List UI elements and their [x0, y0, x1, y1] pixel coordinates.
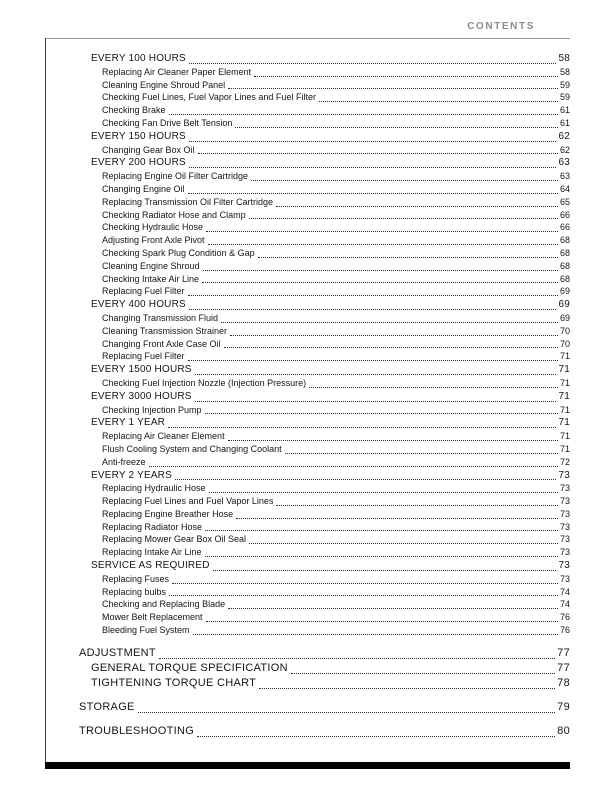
toc-entry-label: Anti-freeze [102, 456, 146, 467]
toc-row[interactable] [46, 52, 570, 66]
toc-entry-page: 69 [558, 299, 570, 311]
toc-entry-page: 80 [557, 724, 570, 737]
toc-row[interactable] [46, 350, 570, 363]
toc-leader-dots [224, 347, 558, 348]
toc-row[interactable] [46, 495, 570, 508]
toc-entry-label: Replacing Engine Breather Hose [102, 508, 234, 519]
toc-leader-dots [230, 335, 558, 336]
toc-entry-label: Replacing Hydraulic Hose [102, 483, 206, 494]
toc-leader-dots [254, 76, 558, 77]
toc-entry-page: 76 [559, 625, 570, 636]
toc-entry-page: 58 [558, 53, 570, 64]
toc-entry-page: 70 [559, 325, 570, 336]
page-header-title: CONTENTS [467, 21, 535, 32]
toc-row[interactable] [46, 676, 570, 691]
toc-entry-page: 59 [559, 92, 570, 103]
toc-entry-page: 68 [559, 235, 570, 246]
toc-leader-dots [209, 492, 558, 493]
toc-entry-label: Checking Brake [102, 105, 166, 116]
toc-entry-page: 73 [558, 469, 570, 481]
toc-entry-page: 68 [559, 273, 570, 284]
toc-row[interactable] [46, 611, 570, 624]
toc-row[interactable] [46, 700, 570, 715]
toc-row[interactable] [46, 443, 570, 456]
toc-entry-label: Replacing Mower Gear Box Oil Seal [102, 534, 247, 545]
toc-row[interactable] [46, 221, 570, 234]
toc-row[interactable] [46, 170, 570, 183]
toc-entry-page: 63 [558, 157, 570, 169]
toc-leader-dots [228, 440, 558, 441]
toc-entry-page: 73 [559, 521, 570, 532]
toc-leader-dots [203, 270, 558, 271]
toc-entry-page: 62 [558, 130, 570, 142]
toc-entry-label: Replacing Engine Oil Filter Cartridge [102, 171, 249, 182]
toc-row[interactable] [46, 338, 570, 351]
toc-row[interactable] [46, 624, 570, 637]
toc-entry-page: 73 [559, 496, 570, 507]
toc-row[interactable] [46, 79, 570, 92]
toc-leader-dots [205, 556, 558, 557]
toc-entry-label: Changing Gear Box Oil [102, 144, 195, 155]
toc-entry-label: Checking Injection Pump [102, 404, 202, 415]
toc-row[interactable] [46, 390, 570, 404]
toc-row[interactable] [46, 130, 570, 144]
toc-entry-label: SERVICE AS REQUIRED [91, 560, 210, 572]
toc-row[interactable] [46, 209, 570, 222]
toc-leader-dots [149, 466, 558, 467]
toc-leader-dots [251, 180, 558, 181]
toc-entry-page: 73 [559, 508, 570, 519]
toc-leader-dots [291, 673, 555, 674]
toc-row[interactable] [46, 482, 570, 495]
toc-leader-dots [208, 244, 558, 245]
toc-entry-label: Checking Hydraulic Hose [102, 222, 204, 233]
toc-leader-dots [249, 218, 558, 219]
toc-entry-page: 73 [559, 483, 570, 494]
toc-leader-dots [189, 309, 557, 310]
toc-row[interactable] [46, 247, 570, 260]
toc-leader-dots [213, 570, 557, 571]
toc-entry-page: 77 [557, 661, 570, 674]
toc-entry-label: Bleeding Fuel System [102, 625, 190, 636]
toc-leader-dots [235, 127, 558, 128]
toc-leader-dots [169, 595, 558, 596]
toc-row[interactable] [46, 104, 570, 117]
toc-leader-dots [189, 167, 557, 168]
toc-entry-page: 72 [559, 456, 570, 467]
toc-entry-label: EVERY 100 HOURS [91, 53, 186, 64]
toc-entry-page: 71 [558, 390, 570, 402]
toc-entry-label: Checking Spark Plug Condition & Gap [102, 247, 255, 258]
toc-row[interactable] [46, 559, 570, 573]
toc-entry-page: 79 [557, 700, 570, 713]
toc-leader-dots [228, 88, 558, 89]
toc-leader-dots [189, 141, 557, 142]
toc-entry-label: Flush Cooling System and Changing Coolant [102, 443, 282, 454]
toc-row[interactable] [46, 260, 570, 273]
toc-leader-dots [189, 63, 557, 64]
toc-leader-dots [175, 479, 556, 480]
toc-entry-label: EVERY 150 HOURS [91, 130, 186, 142]
toc-leader-dots [205, 530, 558, 531]
toc-entry-page: 70 [559, 338, 570, 349]
toc-entry-label: Replacing Air Cleaner Paper Element [102, 66, 252, 77]
toc-leader-dots [259, 688, 555, 689]
toc-entry-label: Checking Fuel Lines, Fuel Vapor Lines and Fuel Filter [102, 92, 316, 103]
table-of-contents [46, 52, 570, 739]
toc-row[interactable] [46, 325, 570, 338]
toc-leader-dots [202, 282, 558, 283]
toc-entry-page: 59 [559, 79, 570, 90]
toc-leader-dots [236, 518, 558, 519]
toc-entry-page: 71 [558, 364, 570, 376]
toc-row[interactable] [46, 404, 570, 417]
toc-row[interactable] [46, 117, 570, 130]
toc-leader-dots [159, 658, 555, 659]
toc-row[interactable] [46, 521, 570, 534]
toc-entry-page: 71 [559, 431, 570, 442]
toc-entry-label: Mower Belt Replacement [102, 612, 203, 623]
toc-entry-page: 64 [559, 183, 570, 194]
toc-leader-dots [206, 231, 558, 232]
toc-row[interactable] [46, 196, 570, 209]
toc-entry-page: 71 [559, 404, 570, 415]
toc-row[interactable] [46, 586, 570, 599]
toc-entry-label: Adjusting Front Axle Pivot [102, 235, 205, 246]
toc-entry-label: Replacing Fuel Filter [102, 286, 185, 297]
toc-entry-label: Checking Fan Drive Belt Tension [102, 117, 233, 128]
toc-row[interactable] [46, 66, 570, 79]
toc-leader-dots [285, 453, 558, 454]
toc-entry-label: Replacing Transmission Oil Filter Cartridge [102, 196, 274, 207]
toc-entry-page: 77 [557, 646, 570, 659]
toc-entry-page: 71 [559, 443, 570, 454]
toc-leader-dots [195, 401, 557, 402]
toc-entry-page: 73 [558, 560, 570, 572]
toc-row[interactable] [46, 234, 570, 247]
toc-entry-label: GENERAL TORQUE SPECIFICATION [91, 661, 288, 674]
toc-entry-label: EVERY 400 HOURS [91, 299, 186, 311]
toc-entry-label: TIGHTENING TORQUE CHART [91, 676, 257, 689]
toc-leader-dots [193, 634, 558, 635]
toc-entry-label: Replacing Radiator Hose [102, 521, 203, 532]
toc-entry-page: 78 [557, 676, 570, 689]
toc-entry-label: Replacing Intake Air Line [102, 547, 202, 558]
toc-row[interactable] [46, 430, 570, 443]
toc-entry-label: Checking Fuel Injection Nozzle (Injection Pressure) [102, 377, 307, 388]
toc-entry-page: 69 [559, 312, 570, 323]
toc-row[interactable] [46, 312, 570, 325]
toc-entry-label: Checking and Replacing Blade [102, 599, 226, 610]
toc-entry-label: Cleaning Transmission Strainer [102, 325, 228, 336]
toc-row[interactable] [46, 573, 570, 586]
toc-row[interactable] [46, 298, 570, 312]
toc-entry-label: STORAGE [79, 700, 135, 713]
toc-entry-label: EVERY 200 HOURS [91, 157, 186, 169]
toc-leader-dots [258, 257, 558, 258]
toc-row[interactable] [46, 546, 570, 559]
toc-row[interactable] [46, 91, 570, 104]
toc-entry-label: Replacing bulbs [102, 586, 167, 597]
toc-entry-page: 73 [559, 534, 570, 545]
toc-row[interactable] [46, 416, 570, 430]
toc-leader-dots [138, 712, 555, 713]
toc-row[interactable] [46, 144, 570, 157]
toc-entry-page: 66 [559, 209, 570, 220]
toc-leader-dots [188, 295, 558, 296]
toc-row[interactable] [46, 469, 570, 483]
toc-leader-dots [309, 387, 558, 388]
toc-entry-label: EVERY 3000 HOURS [91, 390, 192, 402]
toc-leader-dots [205, 413, 558, 414]
toc-entry-page: 76 [559, 612, 570, 623]
toc-leader-dots [195, 374, 557, 375]
toc-row[interactable] [46, 724, 570, 739]
toc-entry-label: Checking Radiator Hose and Clamp [102, 209, 246, 220]
header-rule [45, 38, 570, 39]
toc-row[interactable] [46, 156, 570, 170]
toc-leader-dots [168, 427, 556, 428]
toc-entry-page: 69 [559, 286, 570, 297]
toc-entry-label: TROUBLESHOOTING [79, 724, 195, 737]
toc-row[interactable] [46, 661, 570, 676]
toc-entry-page: 73 [559, 573, 570, 584]
toc-entry-page: 61 [559, 117, 570, 128]
toc-entry-label: Checking Intake Air Line [102, 273, 200, 284]
toc-entry-label: Replacing Fuel Lines and Fuel Vapor Lines [102, 496, 274, 507]
toc-leader-dots [206, 621, 558, 622]
toc-row[interactable] [46, 183, 570, 196]
toc-leader-dots [169, 114, 558, 115]
toc-row[interactable] [46, 456, 570, 469]
toc-row[interactable] [46, 598, 570, 611]
toc-row[interactable] [46, 508, 570, 521]
toc-entry-label: Cleaning Engine Shroud Panel [102, 79, 226, 90]
toc-row[interactable] [46, 273, 570, 286]
toc-entry-label: Changing Engine Oil [102, 183, 185, 194]
toc-entry-page: 58 [559, 66, 570, 77]
toc-entry-page: 68 [559, 247, 570, 258]
toc-row[interactable] [46, 377, 570, 390]
toc-entry-page: 73 [559, 547, 570, 558]
toc-entry-page: 61 [559, 105, 570, 116]
toc-leader-dots [198, 153, 558, 154]
toc-entry-page: 63 [559, 171, 570, 182]
toc-entry-page: 71 [559, 351, 570, 362]
bottom-border-bar [45, 762, 570, 769]
toc-leader-dots [172, 583, 558, 584]
toc-entry-label: Changing Front Axle Case Oil [102, 338, 221, 349]
toc-entry-page: 68 [559, 260, 570, 271]
toc-entry-label: Cleaning Engine Shroud [102, 260, 200, 271]
toc-entry-label: EVERY 2 YEARS [91, 469, 172, 481]
toc-entry-label: EVERY 1500 HOURS [91, 364, 192, 376]
toc-leader-dots [221, 322, 558, 323]
toc-entry-label: ADJUSTMENT [79, 646, 156, 659]
toc-row[interactable] [46, 363, 570, 377]
toc-entry-page: 71 [559, 377, 570, 388]
toc-leader-dots [276, 206, 558, 207]
toc-row[interactable] [46, 646, 570, 661]
toc-entry-page: 74 [559, 586, 570, 597]
toc-entry-label: EVERY 1 YEAR [91, 417, 166, 429]
toc-leader-dots [228, 608, 558, 609]
toc-entry-label: Replacing Air Cleaner Element [102, 431, 225, 442]
toc-row[interactable] [46, 285, 570, 298]
toc-leader-dots [197, 736, 555, 737]
toc-entry-page: 65 [559, 196, 570, 207]
toc-leader-dots [188, 360, 558, 361]
toc-entry-page: 66 [559, 222, 570, 233]
toc-leader-dots [249, 543, 558, 544]
toc-leader-dots [188, 193, 558, 194]
toc-entry-page: 71 [558, 417, 570, 429]
toc-leader-dots [276, 505, 558, 506]
toc-entry-label: Replacing Fuses [102, 573, 170, 584]
toc-leader-dots [319, 101, 558, 102]
toc-row[interactable] [46, 533, 570, 546]
toc-entry-page: 62 [559, 144, 570, 155]
toc-entry-page: 74 [559, 599, 570, 610]
toc-entry-label: Replacing Fuel Filter [102, 351, 185, 362]
toc-entry-label: Changing Transmission Fluid [102, 312, 219, 323]
